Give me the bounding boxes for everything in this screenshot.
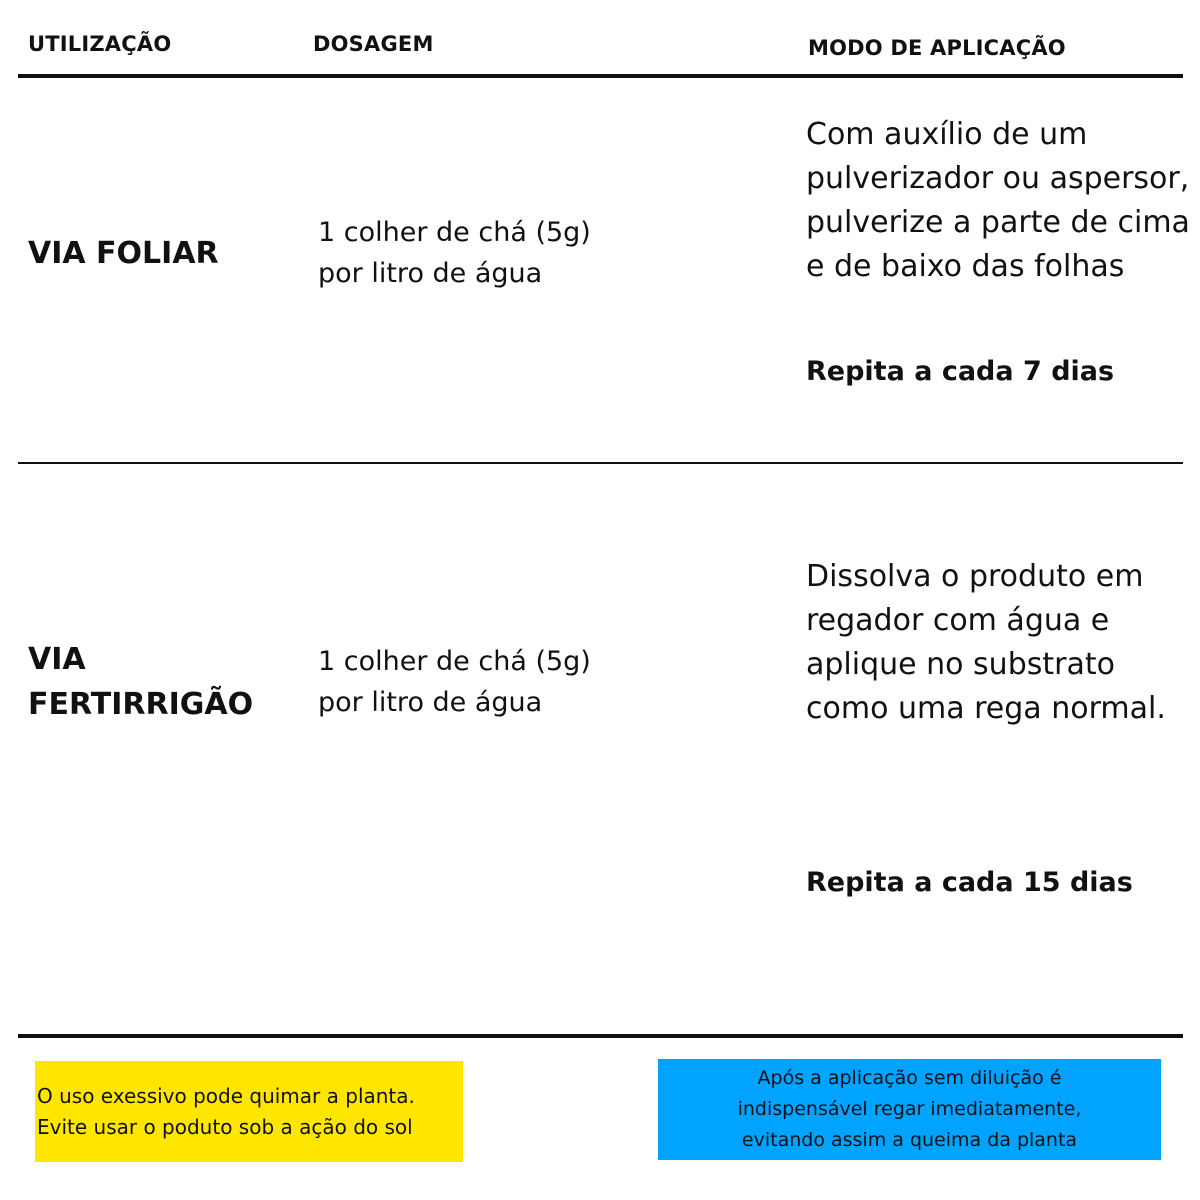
header-dosagem: DOSAGEM bbox=[313, 32, 434, 56]
info-line: evitando assim a queima da planta bbox=[741, 1129, 1078, 1151]
warning-note bbox=[35, 1061, 463, 1162]
info-note bbox=[658, 1059, 1161, 1160]
usage-line: FERTIRRIGÃO bbox=[28, 687, 254, 722]
dosage-via-foliar bbox=[318, 212, 591, 294]
row-divider bbox=[18, 462, 1183, 464]
warning-line: Evite usar o poduto sob a ação do sol bbox=[37, 1114, 413, 1139]
usage-label-via-fertirrigacao bbox=[28, 637, 253, 727]
header-utilizacao: UTILIZAÇÃO bbox=[28, 32, 172, 56]
mode-text-via-fertirrigacao: Dissolva o produto em regador com água e aplique no substrato como uma rega normal. bbox=[806, 559, 1166, 726]
usage-label-via-foliar bbox=[28, 231, 219, 276]
footer-divider bbox=[18, 1034, 1183, 1038]
repeat-via-fertirrigacao: Repita a cada 15 dias bbox=[806, 867, 1133, 898]
dosage-line: 1 colher de chá (5g) bbox=[318, 217, 591, 248]
repeat-via-foliar: Repita a cada 7 dias bbox=[806, 356, 1115, 387]
dosage-via-fertirrigacao bbox=[318, 641, 591, 723]
usage-line: VIA FOLIAR bbox=[28, 236, 219, 271]
header-divider bbox=[18, 74, 1183, 78]
dosage-line: por litro de água bbox=[318, 258, 543, 289]
info-line: indispensável regar imediatamente, bbox=[737, 1098, 1082, 1120]
dosage-line: 1 colher de chá (5g) bbox=[318, 646, 591, 677]
dosage-line: por litro de água bbox=[318, 687, 543, 718]
warning-line: O uso exessivo pode quimar a planta. bbox=[37, 1083, 415, 1108]
mode-text-via-foliar: Com auxílio de um pulverizador ou aspersor, pulverize a parte de cima e de baixo das folhas bbox=[806, 117, 1190, 284]
usage-line: VIA bbox=[28, 642, 86, 677]
header-modo-aplicacao: MODO DE APLICAÇÃO bbox=[808, 36, 1066, 60]
info-line: Após a aplicação sem diluição é bbox=[757, 1067, 1062, 1089]
